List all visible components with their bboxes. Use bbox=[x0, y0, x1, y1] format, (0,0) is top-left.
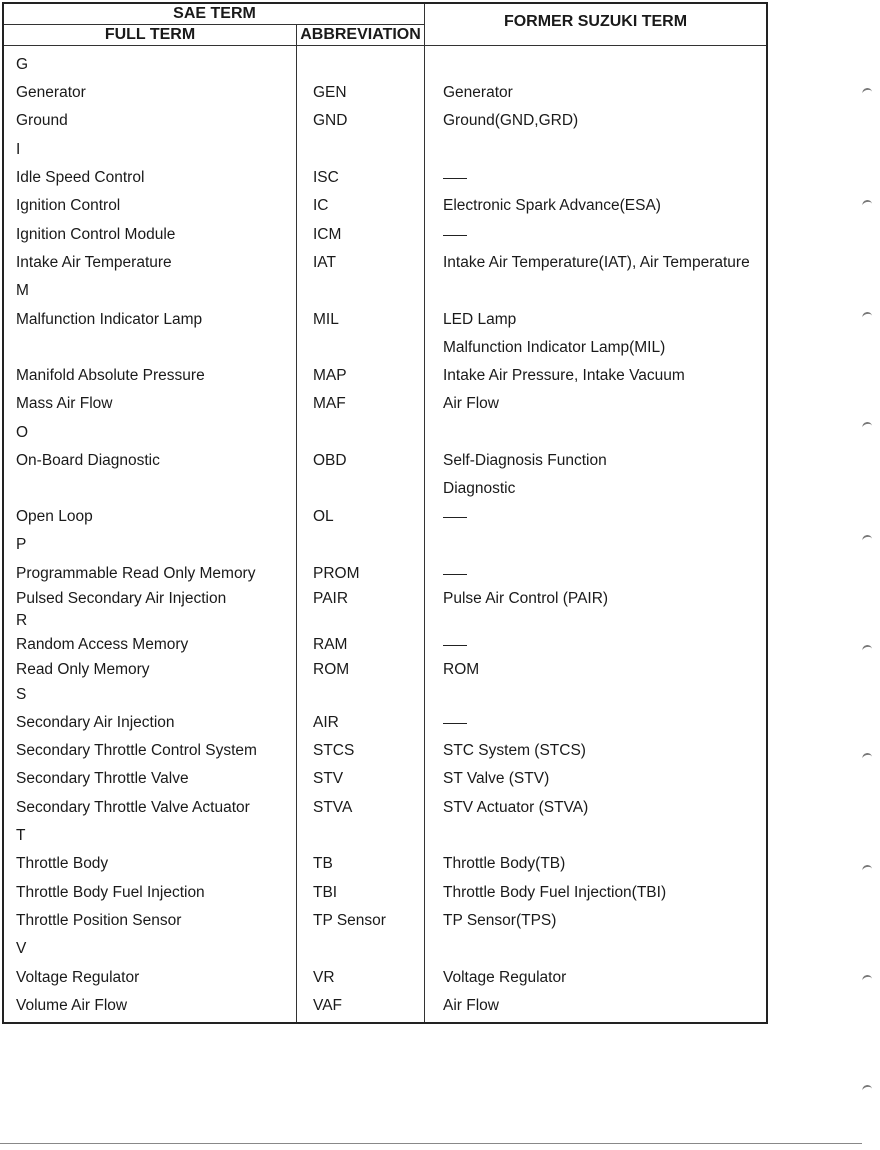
former-suzuki-term-cell: ST Valve (STV) bbox=[443, 770, 550, 787]
former-suzuki-term-cell: Diagnostic bbox=[443, 480, 516, 497]
not-applicable-dash bbox=[443, 178, 467, 179]
full-term-cell: M bbox=[16, 282, 29, 299]
full-term-cell: Idle Speed Control bbox=[16, 169, 145, 186]
abbreviation-cell: IAT bbox=[313, 254, 336, 271]
full-term-cell: Throttle Body Fuel Injection bbox=[16, 884, 205, 901]
former-suzuki-term-cell bbox=[443, 565, 467, 583]
former-suzuki-term-cell: LED Lamp bbox=[443, 311, 517, 328]
former-suzuki-term-cell: Malfunction Indicator Lamp(MIL) bbox=[443, 339, 666, 356]
full-term-cell: Secondary Throttle Control System bbox=[16, 742, 257, 759]
abbreviation-cell: STV bbox=[313, 770, 344, 787]
column-divider-abbr-former bbox=[424, 4, 425, 1022]
not-applicable-dash bbox=[443, 645, 467, 646]
page-edge-mark bbox=[861, 311, 872, 320]
former-suzuki-term-cell: Throttle Body(TB) bbox=[443, 855, 566, 872]
page-edge-mark bbox=[861, 974, 872, 983]
abbreviation-cell: MAF bbox=[313, 395, 346, 412]
former-suzuki-term-cell: Pulse Air Control (PAIR) bbox=[443, 590, 609, 607]
not-applicable-dash bbox=[443, 235, 467, 236]
former-suzuki-term-cell: Ground(GND,GRD) bbox=[443, 112, 579, 129]
former-suzuki-term-cell: ROM bbox=[443, 661, 480, 678]
former-suzuki-term-cell: Intake Air Temperature(IAT), Air Temperature bbox=[443, 254, 750, 271]
page-edge-mark bbox=[861, 534, 872, 543]
not-applicable-dash bbox=[443, 517, 467, 518]
former-suzuki-term-cell: Electronic Spark Advance(ESA) bbox=[443, 197, 661, 214]
former-suzuki-term-cell: Throttle Body Fuel Injection(TBI) bbox=[443, 884, 667, 901]
full-term-cell: R bbox=[16, 612, 28, 629]
former-suzuki-term-cell: Air Flow bbox=[443, 997, 499, 1014]
page-bottom-rule bbox=[0, 1143, 862, 1144]
former-suzuki-term-cell: Voltage Regulator bbox=[443, 969, 567, 986]
former-suzuki-term-cell bbox=[443, 714, 467, 732]
full-term-cell: P bbox=[16, 536, 27, 553]
full-term-cell: Ignition Control Module bbox=[16, 226, 176, 243]
abbreviation-cell: GEN bbox=[313, 84, 347, 101]
abbreviation-cell: STCS bbox=[313, 742, 355, 759]
abbreviation-cell: VAF bbox=[313, 997, 342, 1014]
full-term-cell: I bbox=[16, 141, 21, 158]
former-suzuki-term-cell: Self-Diagnosis Function bbox=[443, 452, 607, 469]
page-edge-mark bbox=[861, 87, 872, 96]
full-term-cell: T bbox=[16, 827, 26, 844]
former-suzuki-term-header: FORMER SUZUKI TERM bbox=[503, 13, 688, 30]
full-term-cell: Ground bbox=[16, 112, 68, 129]
abbreviation-cell: GND bbox=[313, 112, 348, 129]
abbreviation-cell: OL bbox=[313, 508, 334, 525]
full-term-cell: S bbox=[16, 686, 27, 703]
abbreviation-cell: TB bbox=[313, 855, 333, 872]
full-term-cell: Random Access Memory bbox=[16, 636, 189, 653]
full-term-cell: Secondary Air Injection bbox=[16, 714, 175, 731]
abbreviation-cell: RAM bbox=[313, 636, 348, 653]
full-term-cell: V bbox=[16, 940, 27, 957]
full-term-cell: Programmable Read Only Memory bbox=[16, 565, 256, 582]
full-term-cell: Ignition Control bbox=[16, 197, 121, 214]
full-term-cell: Secondary Throttle Valve bbox=[16, 770, 189, 787]
abbreviation-cell: ICM bbox=[313, 226, 342, 243]
full-term-cell: Throttle Body bbox=[16, 855, 109, 872]
full-term-cell: Secondary Throttle Valve Actuator bbox=[16, 799, 250, 816]
abbreviation-cell: STVA bbox=[313, 799, 353, 816]
page-edge-mark bbox=[861, 1084, 872, 1093]
full-term-cell: On-Board Diagnostic bbox=[16, 452, 160, 469]
former-suzuki-term-cell bbox=[443, 508, 467, 526]
former-suzuki-term-cell: Air Flow bbox=[443, 395, 499, 412]
header-sub-divider bbox=[4, 24, 425, 25]
page-edge-mark bbox=[861, 199, 872, 208]
former-suzuki-term-cell: STC System (STCS) bbox=[443, 742, 586, 759]
page-edge-mark bbox=[861, 864, 872, 873]
former-suzuki-term-cell bbox=[443, 636, 467, 654]
not-applicable-dash bbox=[443, 574, 467, 575]
former-suzuki-term-cell bbox=[443, 169, 467, 187]
column-divider-full-abbr bbox=[296, 24, 297, 1022]
page-edge-mark bbox=[861, 644, 872, 653]
sae-term-header: SAE TERM bbox=[173, 5, 256, 22]
full-term-cell: Mass Air Flow bbox=[16, 395, 113, 412]
abbreviation-cell: TP Sensor bbox=[313, 912, 386, 929]
full-term-header: FULL TERM bbox=[104, 26, 196, 43]
full-term-cell: Intake Air Temperature bbox=[16, 254, 172, 271]
page-edge-mark bbox=[861, 752, 872, 761]
abbreviation-cell: TBI bbox=[313, 884, 338, 901]
abbreviation-cell: PAIR bbox=[313, 590, 349, 607]
abbreviation-cell: ROM bbox=[313, 661, 350, 678]
full-term-cell: Generator bbox=[16, 84, 86, 101]
full-term-cell: G bbox=[16, 56, 29, 73]
abbreviation-cell: MAP bbox=[313, 367, 347, 384]
former-suzuki-term-cell: TP Sensor(TPS) bbox=[443, 912, 557, 929]
full-term-cell: Malfunction Indicator Lamp bbox=[16, 311, 203, 328]
abbreviation-cell: OBD bbox=[313, 452, 347, 469]
page-edge-mark bbox=[861, 421, 872, 430]
full-term-cell: O bbox=[16, 424, 29, 441]
abbreviation-cell: PROM bbox=[313, 565, 360, 582]
full-term-cell: Volume Air Flow bbox=[16, 997, 128, 1014]
abbreviation-cell: AIR bbox=[313, 714, 339, 731]
not-applicable-dash bbox=[443, 723, 467, 724]
former-suzuki-term-cell: Generator bbox=[443, 84, 513, 101]
abbreviation-cell: ISC bbox=[313, 169, 339, 186]
abbreviation-cell: MIL bbox=[313, 311, 339, 328]
former-suzuki-term-cell: Intake Air Pressure, Intake Vacuum bbox=[443, 367, 685, 384]
full-term-cell: Read Only Memory bbox=[16, 661, 150, 678]
header-bottom-rule bbox=[4, 45, 766, 46]
former-suzuki-term-cell: STV Actuator (STVA) bbox=[443, 799, 589, 816]
former-suzuki-term-cell bbox=[443, 226, 467, 244]
full-term-cell: Open Loop bbox=[16, 508, 93, 525]
full-term-cell: Pulsed Secondary Air Injection bbox=[16, 590, 227, 607]
full-term-cell: Voltage Regulator bbox=[16, 969, 140, 986]
abbreviation-cell: VR bbox=[313, 969, 335, 986]
full-term-cell: Throttle Position Sensor bbox=[16, 912, 182, 929]
full-term-cell: Manifold Absolute Pressure bbox=[16, 367, 205, 384]
abbreviation-cell: IC bbox=[313, 197, 329, 214]
abbreviation-header: ABBREVIATION bbox=[300, 26, 421, 43]
terminology-table bbox=[2, 2, 768, 1024]
